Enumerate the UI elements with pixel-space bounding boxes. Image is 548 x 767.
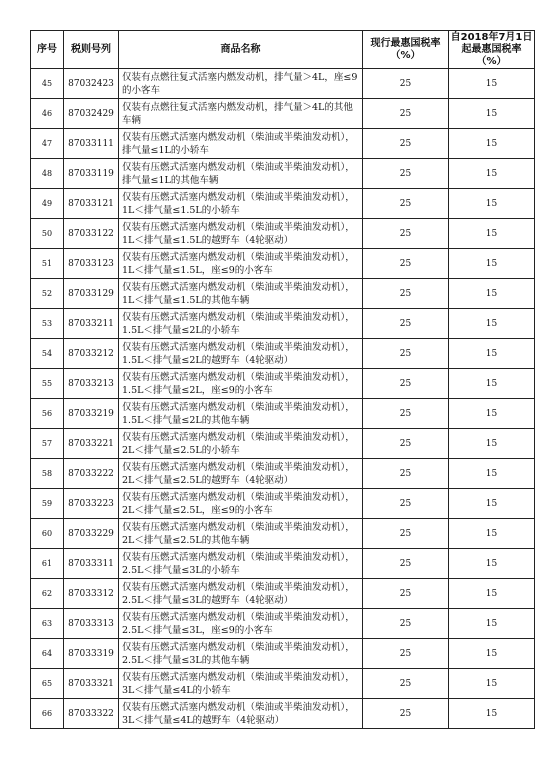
serial-number-cell: 66 — [31, 699, 64, 729]
table-row — [31, 279, 535, 309]
product-name-cell: 仅装有压燃式活塞内燃发动机（柴油或半柴油发动机），1L＜排气量≤1.5L的小轿车 — [119, 189, 363, 219]
tariff-code-cell: 87033111 — [64, 129, 119, 159]
product-name-cell: 仅装有压燃式活塞内燃发动机（柴油或半柴油发动机），1L＜排气量≤1.5L的其他车辆 — [119, 279, 363, 309]
serial-number-cell: 52 — [31, 279, 64, 309]
product-name-cell: 仅装有压燃式活塞内燃发动机（柴油或半柴油发动机），1.5L＜排气量≤2L，座≤9的小客车 — [119, 369, 363, 399]
product-name-cell: 仅装有压燃式活塞内燃发动机（柴油或半柴油发动机），1L＜排气量≤1.5L的越野车（4轮驱动） — [119, 219, 363, 249]
table-row — [31, 369, 535, 399]
tariff-code-cell: 87033322 — [64, 699, 119, 729]
serial-number-cell: 64 — [31, 639, 64, 669]
serial-number-cell: 47 — [31, 129, 64, 159]
product-name-cell: 仅装有压燃式活塞内燃发动机（柴油或半柴油发动机），排气量≤1L的小轿车 — [119, 129, 363, 159]
serial-number-cell: 56 — [31, 399, 64, 429]
new-rate-cell: 15 — [449, 309, 535, 339]
current-rate-cell: 25 — [363, 399, 449, 429]
tariff-code-cell: 87033123 — [64, 249, 119, 279]
product-name-cell: 仅装有压燃式活塞内燃发动机（柴油或半柴油发动机），2L＜排气量≤2.5L的小轿车 — [119, 429, 363, 459]
current-rate-cell: 25 — [363, 189, 449, 219]
new-rate-cell: 15 — [449, 69, 535, 99]
serial-number-cell: 65 — [31, 669, 64, 699]
serial-number-cell: 53 — [31, 309, 64, 339]
current-rate-cell: 25 — [363, 609, 449, 639]
tariff-code-cell: 87033121 — [64, 189, 119, 219]
header-current-rate: 现行最惠国税率（%） — [363, 31, 449, 69]
tariff-code-cell: 87033321 — [64, 669, 119, 699]
table-row — [31, 579, 535, 609]
tariff-code-cell: 87032423 — [64, 69, 119, 99]
tariff-code-cell: 87033213 — [64, 369, 119, 399]
table-row — [31, 399, 535, 429]
product-name-cell: 仅装有压燃式活塞内燃发动机（柴油或半柴油发动机），2L＜排气量≤2.5L，座≤9的小客车 — [119, 489, 363, 519]
new-rate-cell: 15 — [449, 249, 535, 279]
tariff-code-cell: 87033211 — [64, 309, 119, 339]
current-rate-cell: 25 — [363, 519, 449, 549]
current-rate-cell: 25 — [363, 459, 449, 489]
table-row — [31, 519, 535, 549]
product-name-cell: 仅装有压燃式活塞内燃发动机（柴油或半柴油发动机），1.5L＜排气量≤2L的其他车辆 — [119, 399, 363, 429]
new-rate-cell: 15 — [449, 699, 535, 729]
table-row — [31, 429, 535, 459]
table-row — [31, 249, 535, 279]
new-rate-cell: 15 — [449, 639, 535, 669]
current-rate-cell: 25 — [363, 699, 449, 729]
table-row — [31, 219, 535, 249]
tariff-code-cell: 87033312 — [64, 579, 119, 609]
new-rate-cell: 15 — [449, 159, 535, 189]
table-row — [31, 339, 535, 369]
table-row — [31, 159, 535, 189]
current-rate-cell: 25 — [363, 429, 449, 459]
tariff-code-cell: 87032429 — [64, 99, 119, 129]
new-rate-cell: 15 — [449, 459, 535, 489]
tariff-code-cell: 87033223 — [64, 489, 119, 519]
tariff-code-cell: 87033222 — [64, 459, 119, 489]
table-row — [31, 129, 535, 159]
serial-number-cell: 54 — [31, 339, 64, 369]
new-rate-cell: 15 — [449, 519, 535, 549]
table-row — [31, 699, 535, 729]
header-new-rate: 自2018年7月1日起最惠国税率（%） — [449, 31, 535, 69]
current-rate-cell: 25 — [363, 669, 449, 699]
new-rate-cell: 15 — [449, 129, 535, 159]
current-rate-cell: 25 — [363, 489, 449, 519]
serial-number-cell: 45 — [31, 69, 64, 99]
tariff-code-cell: 87033229 — [64, 519, 119, 549]
serial-number-cell: 58 — [31, 459, 64, 489]
tariff-code-cell: 87033212 — [64, 339, 119, 369]
tariff-code-cell: 87033313 — [64, 609, 119, 639]
table-row — [31, 189, 535, 219]
new-rate-cell: 15 — [449, 609, 535, 639]
product-name-cell: 仅装有压燃式活塞内燃发动机（柴油或半柴油发动机），2.5L＜排气量≤3L的其他车辆 — [119, 639, 363, 669]
header-serial-number: 序号 — [31, 31, 64, 69]
table-body — [31, 69, 535, 729]
current-rate-cell: 25 — [363, 639, 449, 669]
new-rate-cell: 15 — [449, 549, 535, 579]
table-row — [31, 69, 535, 99]
serial-number-cell: 50 — [31, 219, 64, 249]
serial-number-cell: 62 — [31, 579, 64, 609]
table-header-row — [31, 31, 535, 69]
product-name-cell: 仅装有压燃式活塞内燃发动机（柴油或半柴油发动机），3L＜排气量≤4L的小轿车 — [119, 669, 363, 699]
new-rate-cell: 15 — [449, 669, 535, 699]
tariff-code-cell: 87033122 — [64, 219, 119, 249]
product-name-cell: 仅装有压燃式活塞内燃发动机（柴油或半柴油发动机），1.5L＜排气量≤2L的越野车（4轮驱动） — [119, 339, 363, 369]
table-row — [31, 669, 535, 699]
product-name-cell: 仅装有压燃式活塞内燃发动机（柴油或半柴油发动机），2L＜排气量≤2.5L的越野车（4轮驱动） — [119, 459, 363, 489]
header-tariff-code: 税则号列 — [64, 31, 119, 69]
current-rate-cell: 25 — [363, 549, 449, 579]
new-rate-cell: 15 — [449, 339, 535, 369]
serial-number-cell: 55 — [31, 369, 64, 399]
serial-number-cell: 59 — [31, 489, 64, 519]
current-rate-cell: 25 — [363, 159, 449, 189]
serial-number-cell: 51 — [31, 249, 64, 279]
new-rate-cell: 15 — [449, 579, 535, 609]
product-name-cell: 仅装有点燃往复式活塞内燃发动机，排气量＞4L的其他车辆 — [119, 99, 363, 129]
tariff-table — [30, 30, 535, 729]
current-rate-cell: 25 — [363, 69, 449, 99]
table-row — [31, 99, 535, 129]
tariff-code-cell: 87033129 — [64, 279, 119, 309]
product-name-cell: 仅装有压燃式活塞内燃发动机（柴油或半柴油发动机），2.5L＜排气量≤3L的小轿车 — [119, 549, 363, 579]
product-name-cell: 仅装有压燃式活塞内燃发动机（柴油或半柴油发动机），2.5L＜排气量≤3L的越野车（4轮驱动） — [119, 579, 363, 609]
serial-number-cell: 63 — [31, 609, 64, 639]
table-row — [31, 459, 535, 489]
table-row — [31, 639, 535, 669]
serial-number-cell: 61 — [31, 549, 64, 579]
current-rate-cell: 25 — [363, 309, 449, 339]
new-rate-cell: 15 — [449, 399, 535, 429]
new-rate-cell: 15 — [449, 219, 535, 249]
tariff-code-cell: 87033311 — [64, 549, 119, 579]
current-rate-cell: 25 — [363, 579, 449, 609]
current-rate-cell: 25 — [363, 369, 449, 399]
current-rate-cell: 25 — [363, 249, 449, 279]
product-name-cell: 仅装有压燃式活塞内燃发动机（柴油或半柴油发动机），排气量≤1L的其他车辆 — [119, 159, 363, 189]
new-rate-cell: 15 — [449, 99, 535, 129]
table-row — [31, 609, 535, 639]
product-name-cell: 仅装有压燃式活塞内燃发动机（柴油或半柴油发动机），3L＜排气量≤4L的越野车（4轮驱动） — [119, 699, 363, 729]
current-rate-cell: 25 — [363, 129, 449, 159]
serial-number-cell: 48 — [31, 159, 64, 189]
new-rate-cell: 15 — [449, 279, 535, 309]
product-name-cell: 仅装有压燃式活塞内燃发动机（柴油或半柴油发动机），2L＜排气量≤2.5L的其他车辆 — [119, 519, 363, 549]
serial-number-cell: 60 — [31, 519, 64, 549]
product-name-cell: 仅装有压燃式活塞内燃发动机（柴油或半柴油发动机），1.5L＜排气量≤2L的小轿车 — [119, 309, 363, 339]
new-rate-cell: 15 — [449, 369, 535, 399]
header-product-name: 商品名称 — [119, 31, 363, 69]
product-name-cell: 仅装有压燃式活塞内燃发动机（柴油或半柴油发动机），1L＜排气量≤1.5L，座≤9的小客车 — [119, 249, 363, 279]
serial-number-cell: 57 — [31, 429, 64, 459]
current-rate-cell: 25 — [363, 279, 449, 309]
tariff-code-cell: 87033319 — [64, 639, 119, 669]
tariff-code-cell: 87033221 — [64, 429, 119, 459]
new-rate-cell: 15 — [449, 429, 535, 459]
tariff-code-cell: 87033119 — [64, 159, 119, 189]
table-row — [31, 549, 535, 579]
product-name-cell: 仅装有压燃式活塞内燃发动机（柴油或半柴油发动机），2.5L＜排气量≤3L，座≤9的小客车 — [119, 609, 363, 639]
product-name-cell: 仅装有点燃往复式活塞内燃发动机，排气量＞4L，座≤9的小客车 — [119, 69, 363, 99]
new-rate-cell: 15 — [449, 189, 535, 219]
tariff-code-cell: 87033219 — [64, 399, 119, 429]
current-rate-cell: 25 — [363, 219, 449, 249]
new-rate-cell: 15 — [449, 489, 535, 519]
table-row — [31, 489, 535, 519]
serial-number-cell: 49 — [31, 189, 64, 219]
table-row — [31, 309, 535, 339]
current-rate-cell: 25 — [363, 339, 449, 369]
current-rate-cell: 25 — [363, 99, 449, 129]
serial-number-cell: 46 — [31, 99, 64, 129]
